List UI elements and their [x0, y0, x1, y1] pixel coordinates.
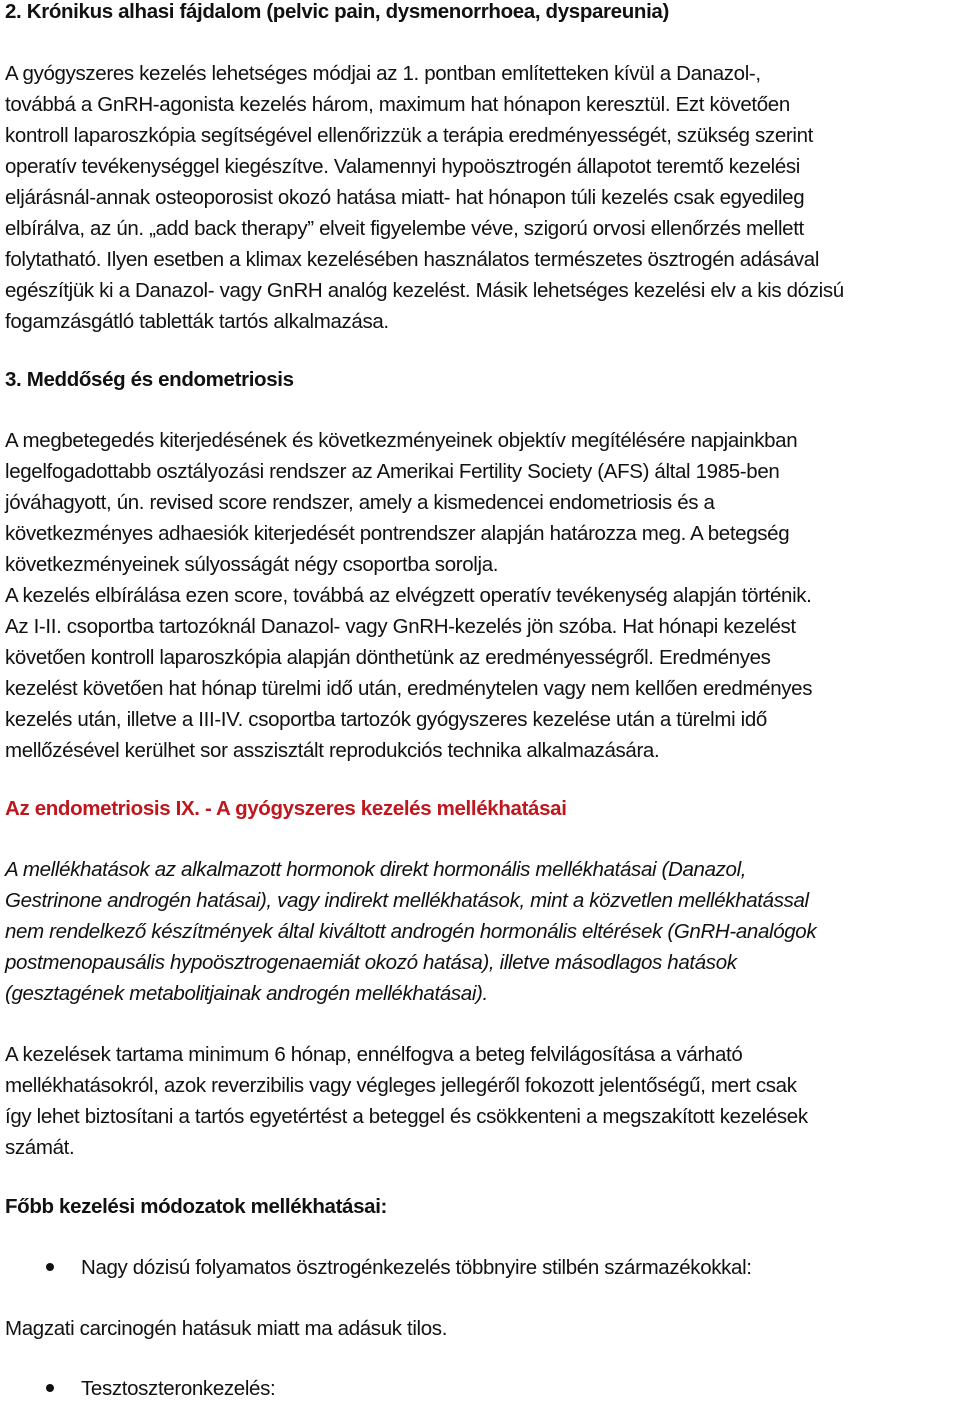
side-effects-line: Gestrinone androgén hatásai), vagy indirekt mellékhatások, mint a közvetlen mellékhatással: [5, 889, 809, 912]
side-effects-line: A mellékhatások az alkalmazott hormonok direkt hormonális mellékhatásai (Danazol,: [5, 858, 747, 881]
treatment-duration-line: számát.: [5, 1136, 75, 1159]
treatment-duration-line: így lehet biztosítani a tartós egyetértést a beteggel és csökkenteni a megszakított kezelések: [5, 1105, 808, 1128]
bullet-dot: [46, 1263, 54, 1271]
bullet-item-testosterone: Tesztoszteronkezelés:: [81, 1377, 276, 1400]
section-3-line: legelfogadottabb osztályozási rendszer az Amerikai Fertility Society (AFS) által 1985-ben: [5, 460, 780, 483]
section-3-line: következményeinek súlyosságát négy csoportba sorolja.: [5, 553, 499, 576]
section-3-line: A megbetegedés kiterjedésének és következményeinek objektív megítélésére napjainkban: [5, 429, 798, 452]
section-3-line: jóváhagyott, ún. revised score rendszer, amely a kismedencei endometriosis és a: [5, 491, 715, 514]
section-2-line: operatív tevékenységgel kiegészítve. Valamennyi hypoösztrogén állapotot teremtő kezelési: [5, 155, 800, 178]
section-2-line: továbbá a GnRH-agonista kezelés három, maximum hat hónapon keresztül. Ezt követően: [5, 93, 790, 116]
section-3-line: mellőzésével kerülhet sor asszisztált reprodukciós technika alkalmazására.: [5, 739, 660, 762]
section-3-line: kezelés után, illetve a III-IV. csoportba tartozók gyógyszeres kezelése után a türelmi idő: [5, 708, 767, 731]
treatment-duration-line: A kezelések tartama minimum 6 hónap, ennélfogva a beteg felvilágosítása a várható: [5, 1043, 743, 1066]
section-2-line: folytatható. Ilyen esetben a klimax kezelésében használatos természetes ösztrogén adásával: [5, 248, 820, 271]
section-3-line: A kezelés elbírálása ezen score, továbbá az elvégzett operatív tevékenység alapján történik.: [5, 584, 812, 607]
bullet-item-estrogen: Nagy dózisú folyamatos ösztrogénkezelés többnyire stilbén származékokkal:: [81, 1256, 752, 1279]
section-2-line: fogamzásgátló tabletták tartós alkalmazása.: [5, 310, 389, 333]
section-2-heading: 2. Krónikus alhasi fájdalom (pelvic pain, dysmenorrhoea, dyspareunia): [5, 0, 669, 23]
main-treatments-subheading: Főbb kezelési módozatok mellékhatásai:: [5, 1195, 388, 1218]
side-effects-line: postmenopausális hypoösztrogenaemiát okozó hatása), illetve másodlagos hatások: [5, 951, 737, 974]
section-3-heading: 3. Meddőség és endometriosis: [5, 368, 294, 391]
section-ix-title: Az endometriosis IX. - A gyógyszeres kezelés mellékhatásai: [5, 797, 567, 820]
side-effects-line: nem rendelkező készítmények által kiváltott androgén hormonális eltérések (GnRH-analógok: [5, 920, 817, 943]
section-3-line: Az I-II. csoportba tartozóknál Danazol- vagy GnRH-kezelés jön szóba. Hat hónapi kezelést: [5, 615, 796, 638]
section-2-line: eljárásnál-annak osteoporosist okozó hatása miatt- hat hónapon túli kezelés csak egyedileg: [5, 186, 805, 209]
section-2-line: elbírálva, az ún. „add back therapy” elveit figyelembe véve, szigorú orvosi ellenőrzés mellett: [5, 217, 804, 240]
side-effects-line: (gesztagének metabolitjainak androgén mellékhatásai).: [5, 982, 488, 1005]
treatment-duration-line: mellékhatásokról, azok reverzibilis vagy végleges jellegéről fokozott jelentőségű, mert csak: [5, 1074, 797, 1097]
section-2-line: A gyógyszeres kezelés lehetséges módjai az 1. pontban említetteken kívül a Danazol-,: [5, 62, 761, 85]
section-3-line: követően kontroll laparoszkópia alapján dönthetünk az eredményességről. Eredményes: [5, 646, 771, 669]
section-2-line: egészítjük ki a Danazol- vagy GnRH analóg kezelést. Másik lehetséges kezelési elv a kis dózisú: [5, 279, 844, 302]
section-3-line: kezelést követően hat hónap türelmi idő után, eredménytelen vagy nem kellően eredményes: [5, 677, 813, 700]
section-2-line: kontroll laparoszkópia segítségével ellenőrizzük a terápia eredményességét, szükség szerint: [5, 124, 813, 147]
estrogen-note: Magzati carcinogén hatásuk miatt ma adásuk tilos.: [5, 1317, 448, 1340]
section-3-line: következményes adhaesiók kiterjedését pontrendszer alapján határozza meg. A betegség: [5, 522, 790, 545]
bullet-dot: [46, 1384, 54, 1392]
